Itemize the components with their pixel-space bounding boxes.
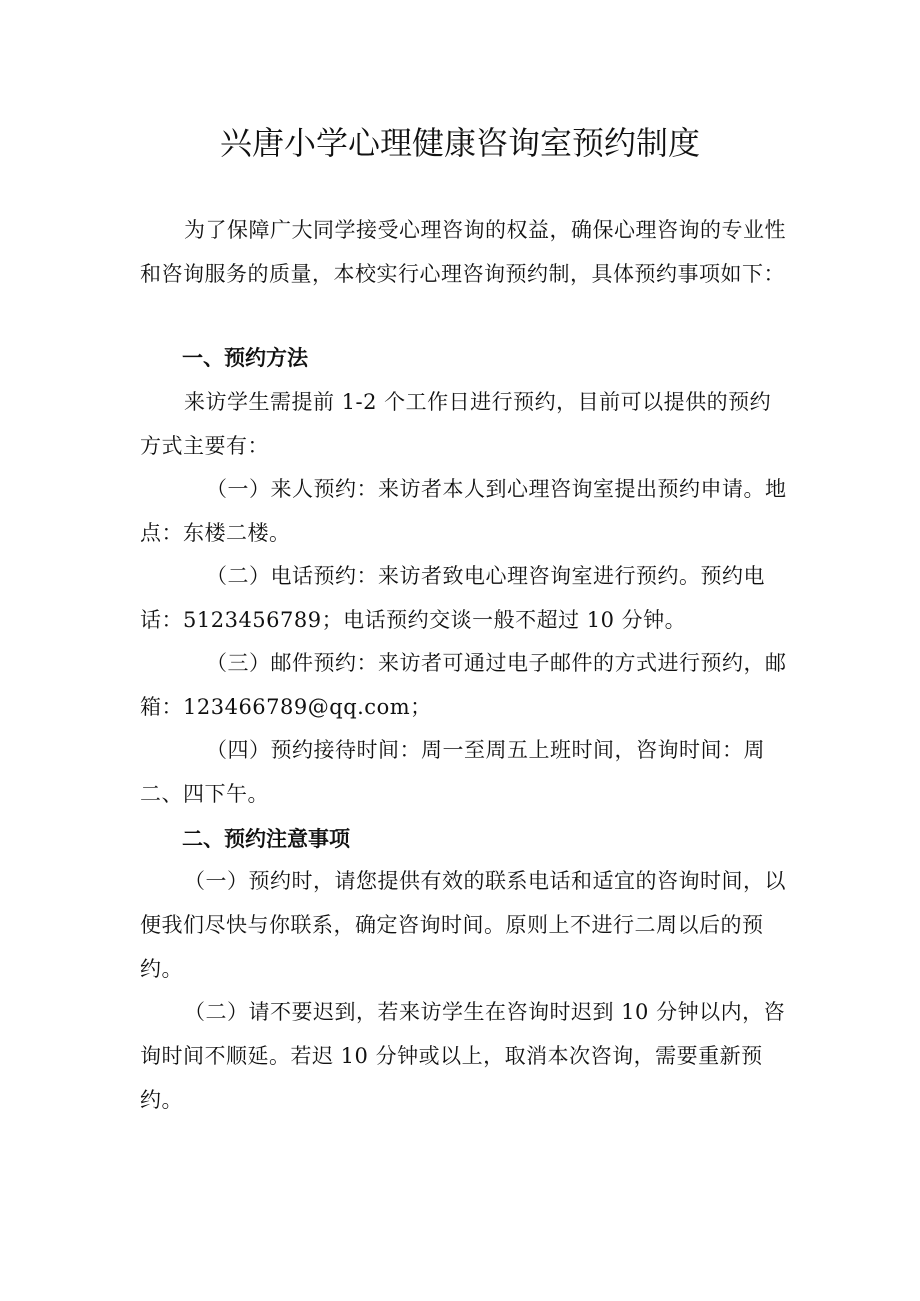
- intro-paragraph: 为了保障广大同学接受心理咨询的权益，确保心理咨询的专业性和咨询服务的质量，本校实行心理咨询预约制，具体预约事项如下：: [140, 218, 786, 286]
- document-title: 兴唐小学心理健康咨询室预约制度: [219, 124, 700, 162]
- section-heading-booking-notes: 二、预约注意事项: [182, 827, 350, 851]
- booking-note-contact: （一）预约时，请您提供有效的联系电话和适宜的咨询时间，以便我们尽快与你联系，确定咨询时间。原则上不进行二周以后的预约。: [140, 869, 786, 981]
- booking-note-lateness: （二）请不要迟到，若来访学生在咨询时迟到 10 分钟以内，咨询时间不顺延。若迟 10 分钟或以上，取消本次咨询，需要重新预约。: [140, 1000, 786, 1112]
- section-heading-booking-methods: 一、预约方法: [182, 346, 308, 370]
- booking-method-email: （三）邮件预约：来访者可通过电子邮件的方式进行预约，邮箱：123466789@qq.com；: [140, 651, 787, 719]
- booking-reception-hours: （四）预约接待时间：周一至周五上班时间，咨询时间：周二、四下午。: [140, 738, 765, 806]
- booking-methods-lead: 来访学生需提前 1-2 个工作日进行预约，目前可以提供的预约方式主要有：: [140, 390, 772, 458]
- booking-method-phone: （二）电话预约：来访者致电心理咨询室进行预约。预约电话：5123456789；电话预约交谈一般不超过 10 分钟。: [140, 564, 765, 632]
- booking-method-in-person: （一）来人预约：来访者本人到心理咨询室提出预约申请。地点：东楼二楼。: [140, 477, 787, 545]
